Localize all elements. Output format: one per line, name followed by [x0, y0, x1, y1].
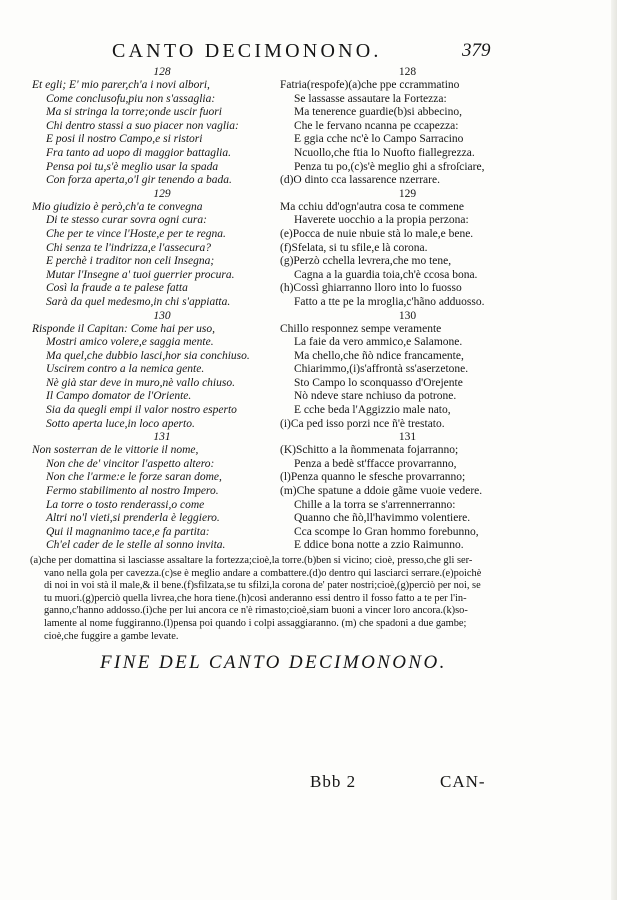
verse-line: Altri no'l vieti,si prenderla è leggiero. [46, 512, 220, 525]
stanza-number: 128 [153, 66, 171, 78]
verse-line: (K)Schitto a la ñommenata fojarranno; [280, 444, 459, 457]
verse-line: Ma quel,che dubbio lasci,hor sia conchiuso. [46, 349, 250, 362]
page-header-title: CANTO DECIMONONO. [112, 40, 382, 62]
verse-line: Sto Campo lo sconquasso d'Orejente [294, 376, 463, 389]
verse-line: Nò ndeve stare nchiuso da potrone. [294, 390, 457, 403]
verse-line: Che le fervano ncanna pe ccapezza: [294, 119, 459, 132]
verse-line: Ma cchiu dd'ogn'autra cosa te commene [280, 200, 464, 213]
verse-line: Chiarimmo,(i)s'affrontà ss'aserzetone. [294, 363, 469, 376]
verse-line: Et egli; E' mio parer,ch'a i novi albori, [32, 79, 210, 91]
stanza-number: 131 [153, 431, 171, 444]
stanza-number: 130 [153, 309, 171, 322]
verse-line: Penza a bedè st'ffacce provarranno, [294, 457, 457, 470]
signature-mark: Bbb 2 [310, 772, 357, 791]
verse-line: Chille a la torra se s'arrennerranno: [294, 498, 456, 511]
verse-line: Come conclusofu,piu non s'assaglia: [46, 92, 216, 105]
verse-line: Penza tu po,(c)s'è meglio ghi a sfroſciare, [294, 160, 485, 173]
verse-line: Ma si stringa la torre;onde uscir fuori [46, 106, 222, 119]
verse-line: La faie da vero ammico,e Salamone. [294, 336, 463, 349]
verse-line: Fermo stabilimento al nostro Impero. [46, 485, 219, 498]
verse-line: Il Campo domator de l'Oriente. [46, 390, 192, 403]
verse-line: Qui il magnanimo tace,e fa partita: [46, 525, 210, 538]
verse-line: E cche beda l'Aggizzio male nato, [294, 404, 451, 417]
footnotes [30, 555, 610, 643]
verse-line: (g)Perzò cchella levrera,che mo tene, [280, 255, 452, 268]
catchword: CAN- [440, 772, 486, 791]
verse-line: (h)Cossì ghiarranno lloro into lo fuosso [280, 282, 462, 295]
verse-line: Risponde il Capitan: Come hai per uso, [32, 322, 216, 335]
verse-line: Uscirem contro a la nemica gente. [46, 363, 205, 376]
verse-line: Nè già star deve in muro,nè vallo chiuso. [46, 376, 235, 389]
verse-line: Fatto a tte pe la mroglia,c'hãno adduosso. [294, 295, 485, 308]
verse-line: Che per te vince l'Hoste,e per te regna. [46, 227, 226, 240]
verse-line: Haverete uocchio a la propia perzona: [294, 214, 469, 227]
verse-line: Sarà da quel medesmo,in chi s'appiatta. [46, 295, 231, 308]
verse-line: E posi il nostro Campo,e si ristori [46, 133, 203, 146]
verse-line: Sia da quegli empi il valor nostro esperto [46, 404, 237, 417]
footnote-line: (a)che per domattina si lasciasse assaltare la fortezza;cioè,la torre.(b)ben si vicino; cioè, presso,che gli ser- [30, 555, 473, 566]
stanza-number: 128 [398, 66, 417, 78]
verse-line: Mutar l'Insegne a' tuoi guerrier procura. [46, 268, 235, 281]
verse-line: Così la fraude a te palese fatta [46, 282, 188, 295]
verse-line: Ncuollo,che ftia lo Nuofto fiallegrezza. [294, 146, 475, 159]
stanza-number: 129 [398, 187, 417, 200]
verse-line: Ch'el cader de le stelle al sonno invita. [46, 539, 226, 552]
verse-line: Mio giudizio è però,ch'a te convegna [32, 200, 203, 213]
verse-line: Fatria(respofe)(a)che ppe ccrammatino [280, 79, 460, 91]
stanza-number: 129 [153, 187, 171, 200]
verse-line: Chi senza te l'indrizza,e l'assecura? [46, 241, 211, 254]
verse-line: Cca scompe lo Gran hommo forebunno, [294, 525, 479, 538]
verse-line: E ddice bona notte a zzio Raimunno. [294, 539, 464, 552]
verse-line: Non sosterran de le vittorie il nome, [32, 444, 199, 457]
verse-line: Quanno che ñò,ll'havimmo volentiere. [294, 512, 471, 525]
verse-line: Non che de' vincitor l'aspetto altero: [46, 457, 215, 470]
footnote-line: tu muori.(g)perciò quella livrea,che hora tiene.(h)così anderanno essi dentro il fosso fatto a te per l'in- [44, 592, 467, 604]
verse-line: (m)Che spatune a ddoie gãme vuoie vedere. [280, 485, 483, 498]
verse-line: Ma tenerence guardie(b)si abbecino, [294, 106, 462, 119]
stanza-number: 131 [398, 431, 417, 444]
verse-line: E ggia cche nc'è lo Campo Sarracino [294, 133, 464, 146]
verse-line: Con forza aperta,o'l gir tenendo a bada. [46, 174, 232, 187]
verse-line: (d)O dinto cca lassarence nzerrare. [280, 174, 440, 187]
verse-line: Pensa poi tu,s'è meglio usar la spada [46, 160, 219, 173]
verse-line: La torre o tosto renderassi,o come [46, 498, 205, 511]
verse-line: Fra tanto ad uopo di maggior battaglia. [46, 146, 231, 159]
verse-line: (l)Penza quanno le sfesche provarranno; [280, 471, 466, 484]
verse-line: Chillo responnez sempe veramente [280, 322, 442, 335]
verse-line: Mostri amico volere,e saggia mente. [46, 336, 214, 349]
italian-text-column [32, 66, 282, 553]
footnote-line: vano nella gola per cavezza.(c)se è meglio andare a combattere.(d)o dentro qui lasciarci serrare.(e)poichè [44, 567, 482, 579]
verse-line: Non che l'arme:e le forze saran dome, [46, 471, 222, 484]
verse-line: (i)Ca ped isso porzi nce ñ'è trestato. [280, 417, 445, 430]
end-of-canto-title: FINE DEL CANTO DECIMONONO. [100, 652, 447, 673]
neapolitan-text-column [280, 66, 525, 553]
verse-line: (f)Sfelata, si tu sfile,e là corona. [280, 241, 428, 254]
verse-line: Ma chello,che ñò ndice francamente, [294, 349, 464, 362]
page-edge [611, 0, 617, 900]
footnote-line: di noi in voi stà il male,& il bene.(f)sfilzata,se tu sfilzi,la corona de' pater nostri;cioè,(g)perciò per noi, se [44, 580, 481, 592]
verse-line: E perchè i traditor non celi Insegna; [46, 255, 215, 268]
verse-line: Sotto aperta luce,in loco aperto. [46, 417, 195, 430]
page-number: 379 [462, 40, 491, 61]
verse-line: Chi dentro stassi a suo piacer non vaglia: [46, 119, 239, 132]
verse-line: Cagna a la guardia toia,ch'è ccosa bona. [294, 268, 478, 281]
footnote-line: ganno,c'hanno addosso.(i)che per lui ancora ce n'è rimasto;cioè,siam buoni a vincer loro ancora.(k)so- [44, 605, 468, 617]
stanza-number: 130 [398, 309, 417, 322]
verse-line: Di te stesso curar sovra ogni cura: [46, 214, 207, 227]
footnote-line: cioè,che fuggire a gambe levate. [44, 630, 179, 642]
verse-line: Se lassasse assautare la Fortezza: [294, 92, 447, 105]
footnote-line: lamente al nome fuggiranno.(l)pensa poi quando i colpi assaggiaranno. (m) che spadoni a due gambe; [44, 617, 467, 629]
verse-line: (e)Pocca de nuie nbuie stà lo male,e bene. [280, 227, 474, 240]
